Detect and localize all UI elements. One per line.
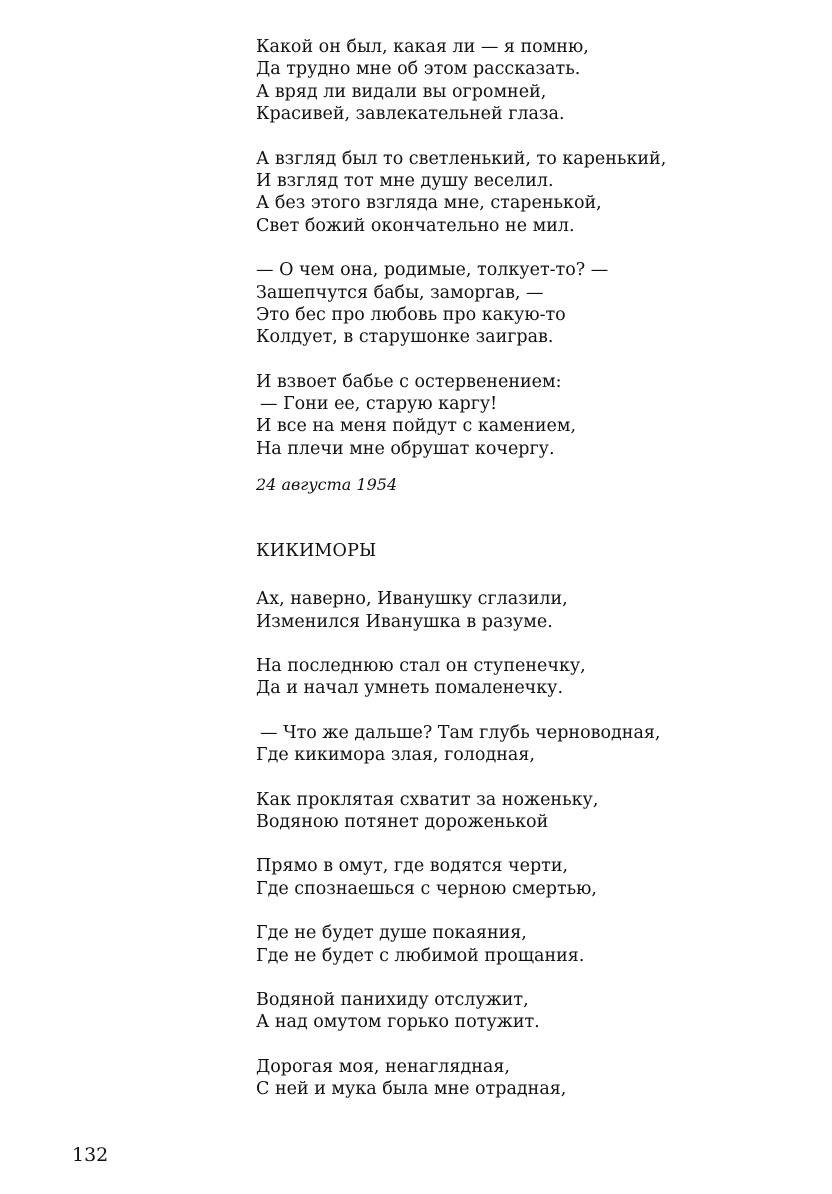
verse-line: И взвоет бабье с остервенением:	[256, 371, 562, 392]
verse-line: Водяной панихиду отслужит,	[256, 989, 529, 1010]
verse-line: На последнюю стал он ступенечку,	[256, 656, 586, 677]
verse-line: С ней и мука была мне отрадная,	[256, 1079, 567, 1100]
stanza	[256, 989, 776, 1034]
stanza	[256, 1056, 776, 1101]
text-column	[256, 36, 776, 1101]
poem-date: 24 августа 1954	[256, 475, 398, 495]
stanza	[256, 588, 776, 633]
stanza	[256, 36, 776, 126]
verse-line: Колдует, в старушонке заиграв.	[256, 327, 554, 348]
stanza	[256, 259, 776, 349]
verse-line: Изменился Иванушка в разуме.	[256, 611, 553, 632]
verse-line: Свет божий окончательно не мил.	[256, 215, 575, 236]
verse-line: А взгляд был то светленький, то каренький,	[256, 148, 667, 169]
stanza	[256, 148, 776, 238]
verse-line: — О чем она, родимые, толкует-то? —	[256, 260, 609, 281]
verse-line: — Гони ее, старую каргу!	[260, 394, 498, 415]
poem-title: КИКИМОРЫ	[256, 541, 377, 562]
verse-line: Дорогая моя, ненаглядная,	[256, 1056, 510, 1077]
verse-line: — Что же дальше? Там глубь черноводная,	[260, 722, 661, 743]
poem-2	[256, 540, 776, 1100]
verse-line: Ах, наверно, Иванушку сглазили,	[256, 589, 568, 610]
stanza	[256, 922, 776, 967]
verse-line: Как проклятая схватит за ноженьку,	[256, 789, 599, 810]
verse-line: Какой он был, какая ли — я помню,	[256, 37, 589, 57]
verse-line: Водяною потянет дороженькой	[256, 811, 549, 832]
verse-line: А без этого взгляда мне, старенькой,	[256, 193, 602, 214]
stanza	[256, 655, 776, 700]
verse-line: Да трудно мне об этом рассказать.	[256, 59, 581, 80]
verse-line: И все на меня пойдут с камением,	[256, 416, 577, 437]
verse-line: Прямо в омут, где водятся черти,	[256, 856, 569, 877]
verse-line: И взгляд тот мне душу веселил.	[256, 170, 554, 191]
page-number: 132	[72, 1144, 109, 1166]
stanza	[256, 855, 776, 900]
verse-line: Где не будет душе покаяния,	[256, 923, 527, 944]
verse-line: Да и начал умнеть помаленечку.	[256, 678, 564, 699]
verse-line: Где кикимора злая, голодная,	[256, 745, 535, 766]
verse-line: А вряд ли видали вы огромней,	[256, 81, 547, 102]
verse-line: Это бес про любовь про какую-то	[256, 304, 566, 325]
verse-line: Где спознаешься с черною смертью,	[256, 878, 597, 899]
verse-line: Зашепчутся бабы, заморгав, —	[256, 282, 544, 303]
verse-line: Где не будет с любимой прощания.	[256, 945, 585, 966]
stanza	[256, 371, 776, 461]
stanza	[256, 789, 776, 834]
poem-1	[256, 36, 776, 496]
verse-line: Красивей, завлекательней глаза.	[256, 104, 565, 125]
stanza	[256, 722, 776, 767]
verse-line: На плечи мне обрушат кочергу.	[256, 438, 555, 459]
verse-line: А над омутом горько потужит.	[256, 1012, 540, 1033]
